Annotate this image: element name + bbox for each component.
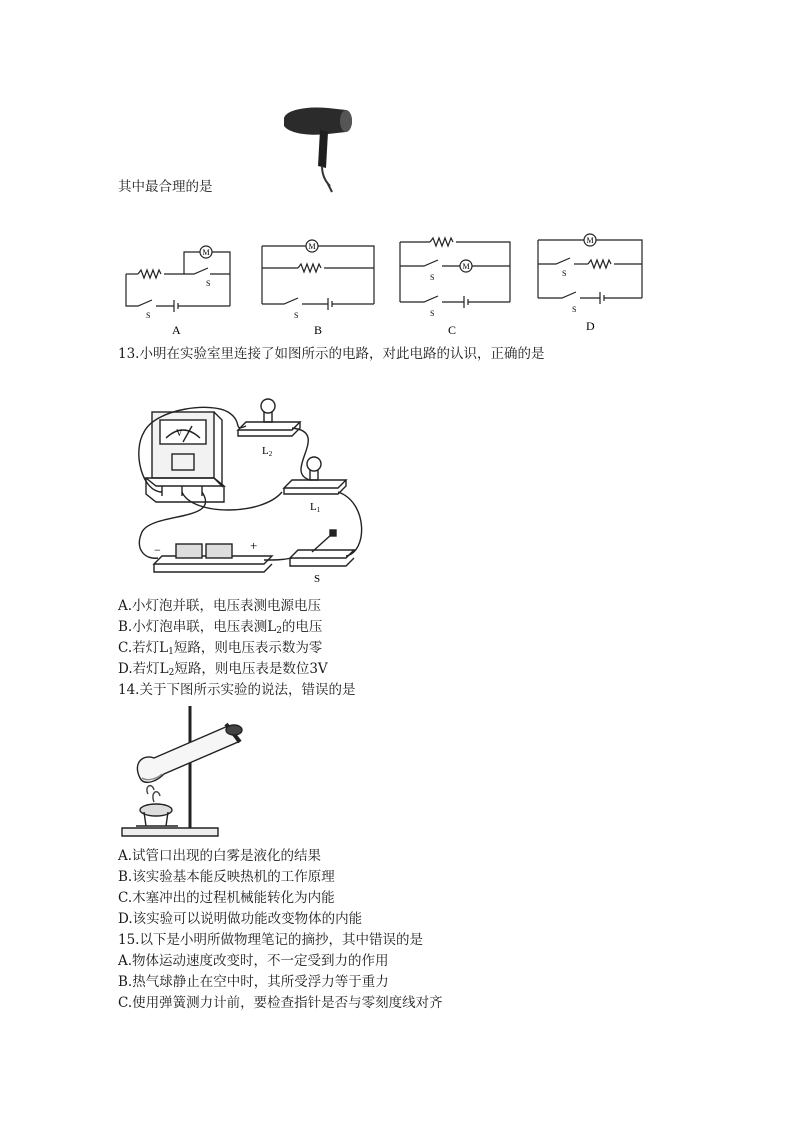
q14-option-a: A.试管口出现的白雾是液化的结果 [118, 848, 322, 864]
question-15: 15.以下是小明所做物理笔记的摘抄，其中错误的是 [118, 932, 423, 948]
circuit-d-option-letter: D [586, 319, 595, 333]
circuit-d-s1-label: S [572, 305, 577, 314]
q13-option-c: C.若灯$L_1$短路，则电压表示数为零 [118, 640, 323, 657]
q13-l2-label: L2 [262, 445, 273, 458]
circuit-c-motor-label: M [462, 262, 470, 271]
question-13: 13.小明在实验室里连接了如图所示的电路，对此电路的认识，正确的是 [118, 346, 545, 362]
circuit-option-b [258, 238, 383, 338]
q13-switch-label: S [314, 573, 321, 585]
circuit-d-motor-label: M [586, 236, 594, 245]
circuit-option-c [396, 230, 521, 338]
circuit-b-motor-label: M [308, 242, 316, 251]
circuit-a-option-letter: A [172, 323, 181, 337]
q15-option-a: A.物体运动速度改变时，不一定受到力的作用 [118, 953, 389, 969]
circuit-c-s2-label: S [430, 273, 435, 282]
circuit-b-s-label: S [294, 311, 299, 320]
circuit-b-option-letter: B [314, 323, 323, 337]
q13-option-a: A.小灯泡并联，电压表测电源电压 [118, 598, 322, 614]
circuit-a-s1-label: S [146, 311, 151, 320]
circuit-d-s2-label: S [562, 269, 567, 278]
q13-voltmeter-letter: V [176, 428, 183, 438]
circuit-c-option-letter: C [448, 323, 457, 337]
q13-option-b: B.小灯泡串联，电压表测$L_2$的电压 [118, 619, 323, 636]
q14-test-tube-figure [118, 702, 248, 840]
intro-text: 其中最合理的是 [118, 179, 213, 195]
q13-option-d: D.若灯$L_2$短路，则电压表是数位3V [118, 661, 328, 678]
q13-l1-label: L1 [310, 501, 321, 514]
circuit-a-motor-label: M [202, 248, 210, 257]
q13-plus-label: + [250, 538, 258, 553]
q15-option-c: C.使用弹簧测力计前，要检查指针是否与零刻度线对齐 [118, 995, 443, 1011]
q15-option-b: B.热气球静止在空中时，其所受浮力等于重力 [118, 974, 389, 990]
q13-circuit-figure [132, 392, 372, 588]
q13-minus-label: − [154, 543, 161, 557]
circuit-a-s2-label: S [206, 279, 211, 288]
circuit-option-d [534, 230, 659, 338]
question-14: 14.关于下图所示实验的说法，错误的是 [118, 682, 356, 698]
circuit-option-a [118, 238, 243, 338]
q14-option-c: C.木塞冲出的过程机械能转化为内能 [118, 890, 335, 906]
circuit-c-s1-label: S [430, 309, 435, 318]
q14-option-d: D.该实验可以说明做功能改变物体的内能 [118, 911, 363, 927]
hair-dryer-figure [276, 100, 356, 194]
q14-option-b: B.该实验基本能反映热机的工作原理 [118, 869, 335, 885]
